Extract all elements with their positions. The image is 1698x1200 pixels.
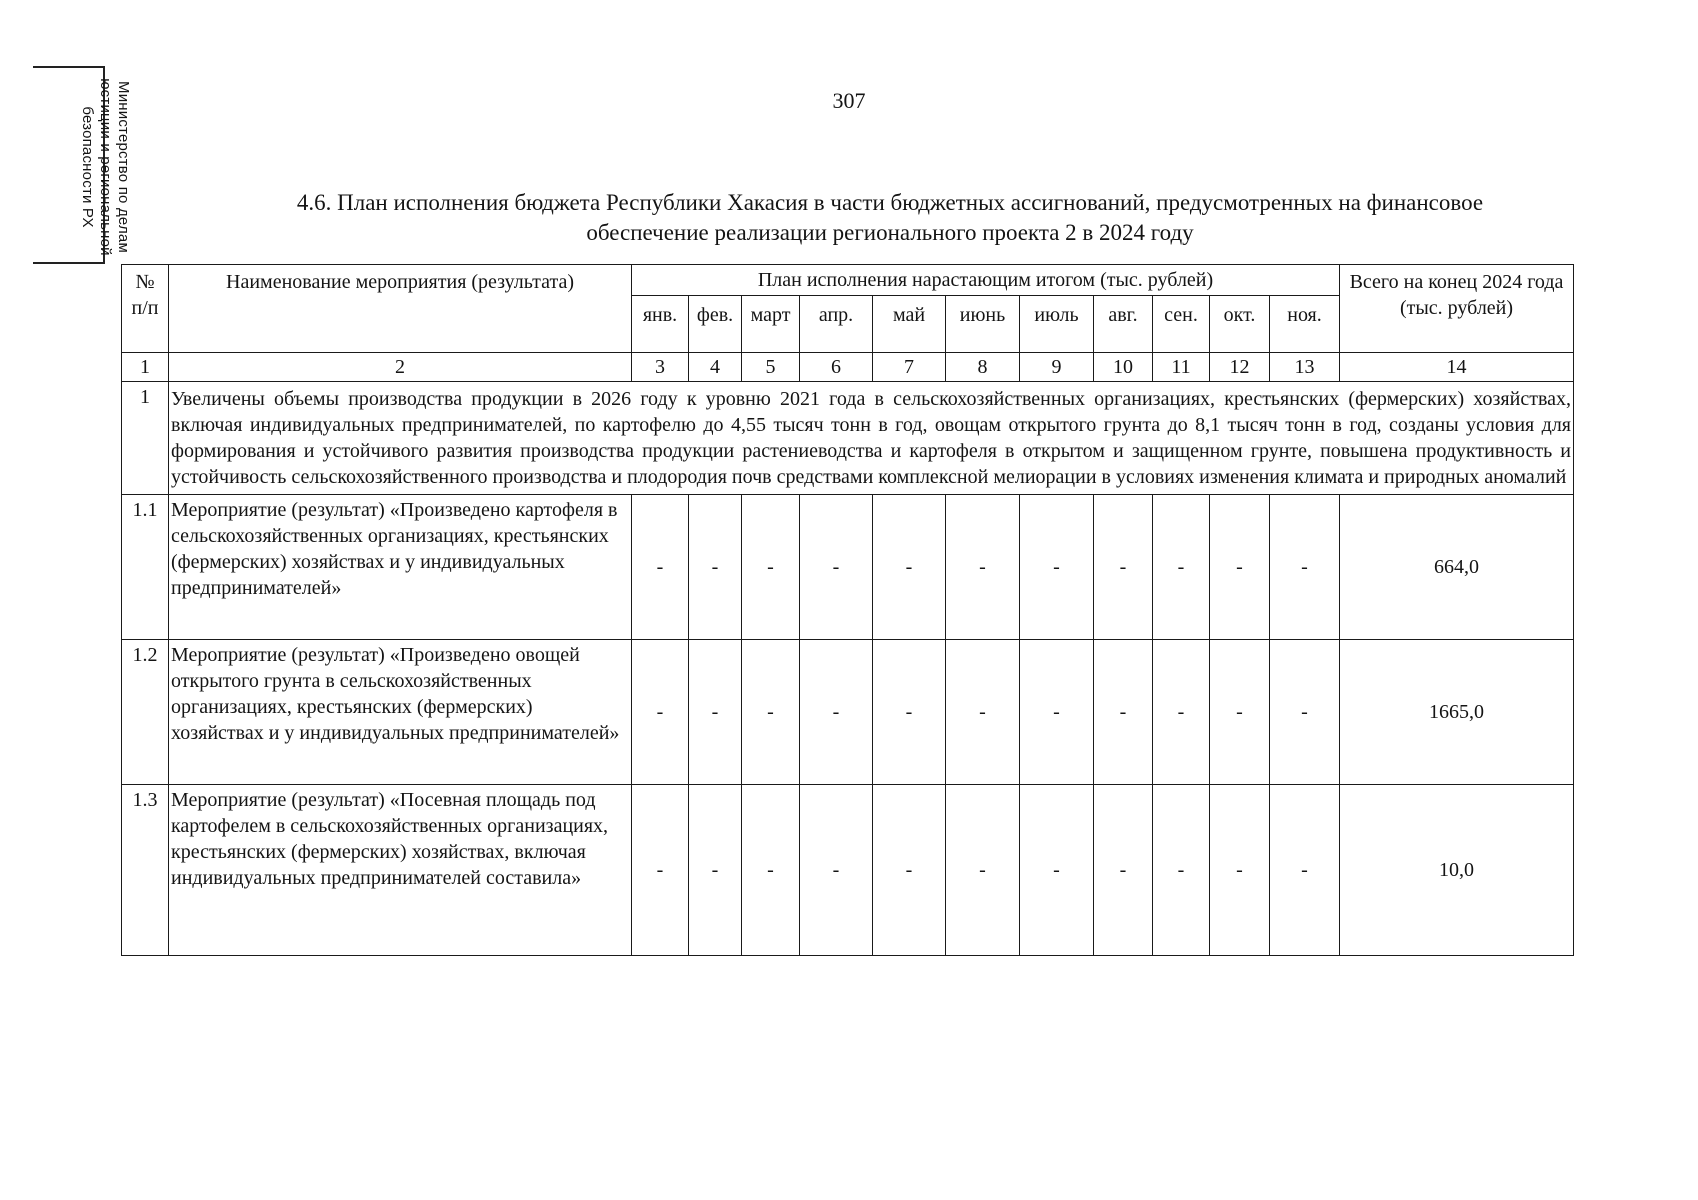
- month-value: -: [632, 495, 689, 640]
- row-num: 1.2: [122, 640, 169, 785]
- header-plan: План исполнения нарастающим итогом (тыс. рублей): [632, 265, 1340, 296]
- row-num: 1.1: [122, 495, 169, 640]
- month-value: -: [1210, 640, 1270, 785]
- row-total: 10,0: [1340, 785, 1574, 956]
- column-numbers-row: [122, 353, 1574, 382]
- month-value: -: [1094, 785, 1153, 956]
- month-value: -: [742, 785, 800, 956]
- table-row: [122, 785, 1574, 956]
- row-name: Мероприятие (результат) «Произведено овощей открытого грунта в сельскохозяйственных организациях, крестьянских (фермерских) хозяйствах и у индивидуальных предпринимателей»: [169, 640, 632, 785]
- month-value: -: [800, 640, 873, 785]
- table-row: [122, 640, 1574, 785]
- month-value: -: [800, 785, 873, 956]
- month-value: -: [1020, 640, 1094, 785]
- month-value: -: [873, 640, 946, 785]
- row-total: 664,0: [1340, 495, 1574, 640]
- row-name: Мероприятие (результат) «Посевная площадь под картофелем в сельскохозяйственных организациях, крестьянских (фермерских) хозяйствах, включая индивидуальных предпринимателей составила»: [169, 785, 632, 956]
- column-number: 12: [1210, 353, 1270, 382]
- header-month: сен.: [1153, 296, 1210, 353]
- column-number: 14: [1340, 353, 1574, 382]
- table-row: [122, 495, 1574, 640]
- month-value: -: [689, 495, 742, 640]
- month-value: -: [1094, 640, 1153, 785]
- month-value: -: [946, 785, 1020, 956]
- column-number: 8: [946, 353, 1020, 382]
- stamp-line: Министерство по делам: [115, 81, 132, 253]
- month-value: -: [742, 495, 800, 640]
- header-row-1: [122, 265, 1574, 296]
- month-value: -: [1210, 785, 1270, 956]
- header-month: окт.: [1210, 296, 1270, 353]
- month-value: -: [632, 640, 689, 785]
- goal-num: 1: [122, 382, 169, 495]
- month-value: -: [1020, 785, 1094, 956]
- month-value: -: [1094, 495, 1153, 640]
- month-value: -: [1153, 495, 1210, 640]
- header-month: ноя.: [1270, 296, 1340, 353]
- row-name: Мероприятие (результат) «Произведено картофеля в сельскохозяйственных организациях, крестьянских (фермерских) хозяйствах и у индивидуальных предпринимателей»: [169, 495, 632, 640]
- month-value: -: [1153, 640, 1210, 785]
- header-month: июнь: [946, 296, 1020, 353]
- header-month: авг.: [1094, 296, 1153, 353]
- title-line-1: 4.6. План исполнения бюджета Республики Хакасия в части бюджетных ассигнований, предусмотренных на финансовое: [296, 190, 1484, 215]
- column-number: 4: [689, 353, 742, 382]
- column-number: 13: [1270, 353, 1340, 382]
- month-value: -: [1270, 640, 1340, 785]
- month-value: -: [873, 495, 946, 640]
- stamp-line: юстиции и региональной: [97, 78, 114, 256]
- column-number: 5: [742, 353, 800, 382]
- header-month: май: [873, 296, 946, 353]
- header-month: март: [742, 296, 800, 353]
- column-number: 11: [1153, 353, 1210, 382]
- column-number: 3: [632, 353, 689, 382]
- month-value: -: [873, 785, 946, 956]
- column-number: 10: [1094, 353, 1153, 382]
- column-number: 2: [169, 353, 632, 382]
- header-name: Наименование мероприятия (результата): [169, 265, 632, 353]
- page-number: 307: [832, 88, 866, 113]
- header-total: Всего на конец 2024 года (тыс. рублей): [1340, 265, 1574, 353]
- month-value: -: [1153, 785, 1210, 956]
- month-value: -: [946, 495, 1020, 640]
- header-month: апр.: [800, 296, 873, 353]
- month-value: -: [800, 495, 873, 640]
- stamp-line: безопасности РХ: [79, 106, 96, 228]
- month-value: -: [689, 640, 742, 785]
- title-line-2: обеспечение реализации регионального проекта 2 в 2024 году: [586, 220, 1194, 245]
- row-total: 1665,0: [1340, 640, 1574, 785]
- column-number: 9: [1020, 353, 1094, 382]
- month-value: -: [1270, 785, 1340, 956]
- header-month: июль: [1020, 296, 1094, 353]
- month-value: -: [689, 785, 742, 956]
- month-value: -: [1020, 495, 1094, 640]
- month-value: -: [1210, 495, 1270, 640]
- month-value: -: [632, 785, 689, 956]
- month-value: -: [1270, 495, 1340, 640]
- column-number: 6: [800, 353, 873, 382]
- goal-text: Увеличены объемы производства продукции в 2026 году к уровню 2021 года в сельскохозяйственных организациях, крестьянских (фермерских) хозяйствах, включая индивидуальных предпринимателей, по картофелю до 4,55 тысяч тонн в год, овощам открытого грунта до 8,1 тысяч тонн в год, созданы условия для формирования и устойчивого развития производства продукции растениеводства и картофеля в открытом и защищенном грунте, повышена продуктивность и устойчивость сельскохозяйственного производства и плодородия почв средствами комплексной мелиорации в условиях изменения климата и природных аномалий: [169, 382, 1574, 495]
- budget-plan-table: [121, 264, 1574, 956]
- goal-row: [122, 382, 1574, 495]
- column-number: 1: [122, 353, 169, 382]
- header-month: янв.: [632, 296, 689, 353]
- month-value: -: [742, 640, 800, 785]
- page-title: [180, 188, 1600, 248]
- month-value: -: [946, 640, 1020, 785]
- row-num: 1.3: [122, 785, 169, 956]
- header-month: фев.: [689, 296, 742, 353]
- column-number: 7: [873, 353, 946, 382]
- header-num: № п/п: [122, 265, 169, 353]
